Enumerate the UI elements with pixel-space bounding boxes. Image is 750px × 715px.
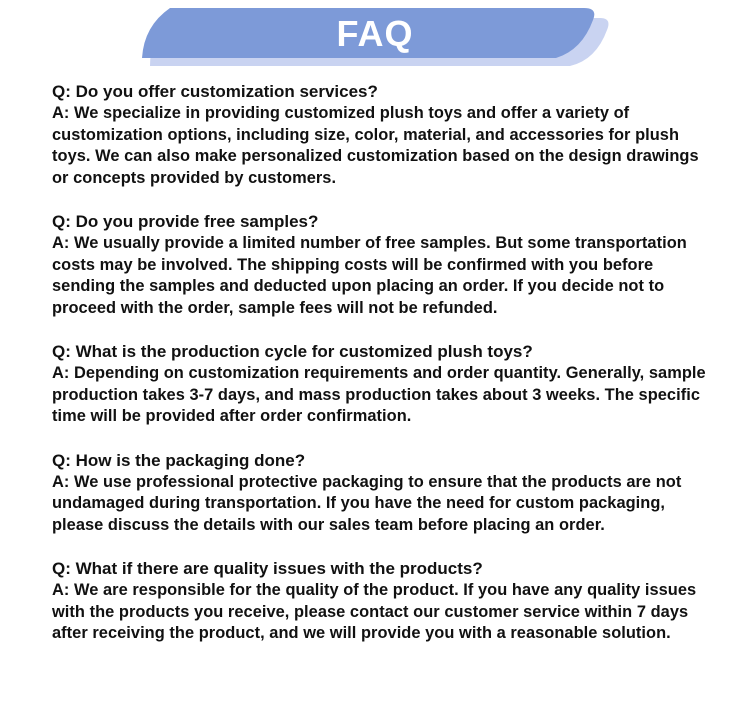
page-title: FAQ <box>336 13 414 54</box>
faq-item <box>52 450 712 537</box>
faq-question: Q: What is the production cycle for customized plush toys? <box>52 342 533 361</box>
faq-item <box>52 81 712 189</box>
faq-question: Q: What if there are quality issues with the products? <box>52 559 483 578</box>
faq-question: Q: Do you offer customization services? <box>52 82 378 101</box>
faq-answer: A: Depending on customization requirements and order quantity. Generally, sample production takes 3-7 days, and mass production takes about 3 weeks. The specific time will be provided after order confirmation. <box>52 364 706 425</box>
faq-answer: A: We specialize in providing customized plush toys and offer a variety of customization options, including size, color, material, and accessories for plush toys. We can also make personalized customization based on the design drawings or concepts provided by customers. <box>52 104 699 187</box>
faq-question: Q: Do you provide free samples? <box>52 212 319 231</box>
faq-answer: A: We usually provide a limited number of free samples. But some transportation costs may be involved. The shipping costs will be confirmed with you before sending the samples and deducted upon placing an order. If you decide not to proceed with the order, sample fees will not be refunded. <box>52 234 687 317</box>
faq-item <box>52 211 712 319</box>
faq-item <box>52 341 712 428</box>
faq-answer: A: We are responsible for the quality of the product. If you have any quality issues with the products you receive, please contact our customer service within 7 days after receiving the product, and we will provide you with a reasonable solution. <box>52 581 697 642</box>
faq-banner <box>0 0 750 80</box>
faq-question: Q: How is the packaging done? <box>52 450 306 470</box>
faq-item <box>52 558 712 645</box>
faq-list <box>52 81 712 667</box>
faq-answer: A: We use professional protective packaging to ensure that the products are not undamaged during transportation. If you have the need for custom packaging, please discuss the details with our sales team before placing an order. <box>52 472 682 534</box>
